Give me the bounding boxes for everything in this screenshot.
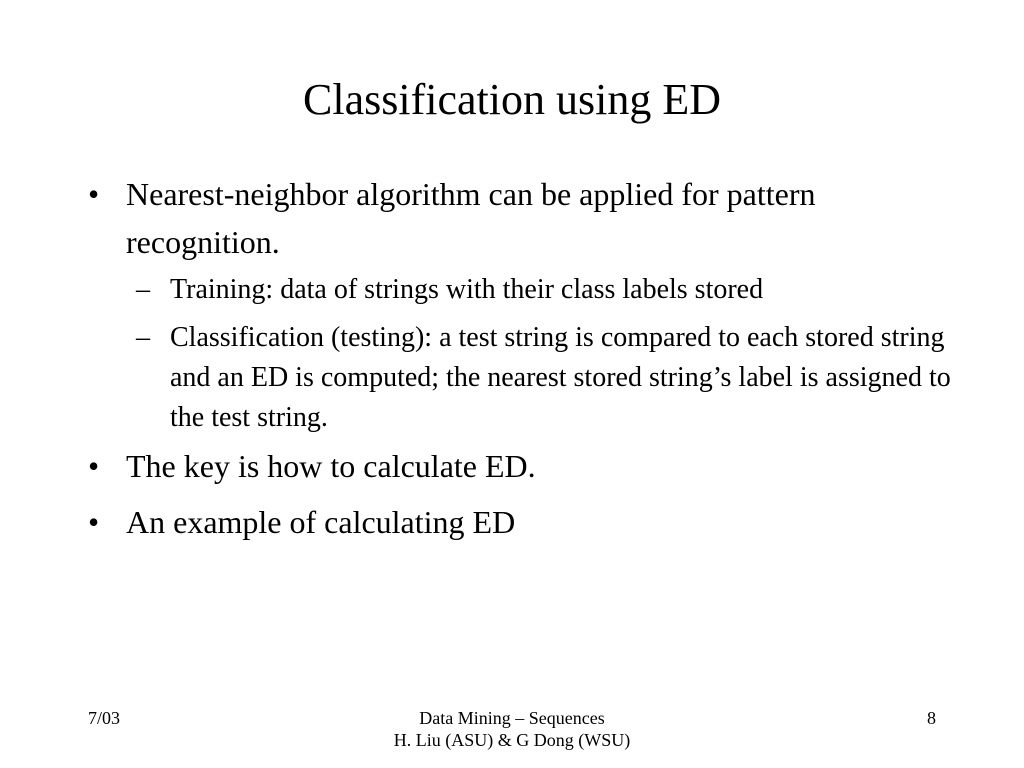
- slide-body: [88, 170, 958, 546]
- sub-bullet-marker: –: [136, 322, 150, 353]
- bullet-text: An example of calculating ED: [126, 504, 516, 540]
- slide-title: Classification using ED: [303, 75, 721, 124]
- bullet-item: [88, 442, 958, 490]
- sub-bullet-item: [134, 318, 958, 438]
- sub-bullet-marker: –: [136, 274, 150, 305]
- footer-course-title: Data Mining – Sequences: [419, 708, 605, 728]
- footer-center: [312, 707, 712, 751]
- sub-bullet-text: Classification (testing): a test string is compared to each stored string and an ED is computed; the nearest stored string’s label is assigned to the test string.: [170, 322, 951, 433]
- bullet-text: Nearest-neighbor algorithm can be applied for pattern recognition.: [126, 176, 816, 260]
- sub-bullet-list: [88, 270, 958, 438]
- bullet-text: The key is how to calculate ED.: [126, 448, 536, 484]
- bullet-marker: •: [88, 504, 100, 540]
- footer-page-number: 8: [927, 708, 936, 728]
- footer-date: 7/03: [88, 708, 121, 728]
- bullet-marker: •: [88, 176, 100, 212]
- footer-authors: H. Liu (ASU) & G Dong (WSU): [393, 730, 631, 750]
- bullet-marker: •: [88, 448, 100, 484]
- bullet-item: [88, 498, 958, 546]
- sub-bullet-text: Training: data of strings with their class labels stored: [170, 274, 764, 305]
- bullet-item: [88, 170, 958, 266]
- sub-bullet-item: [134, 270, 958, 310]
